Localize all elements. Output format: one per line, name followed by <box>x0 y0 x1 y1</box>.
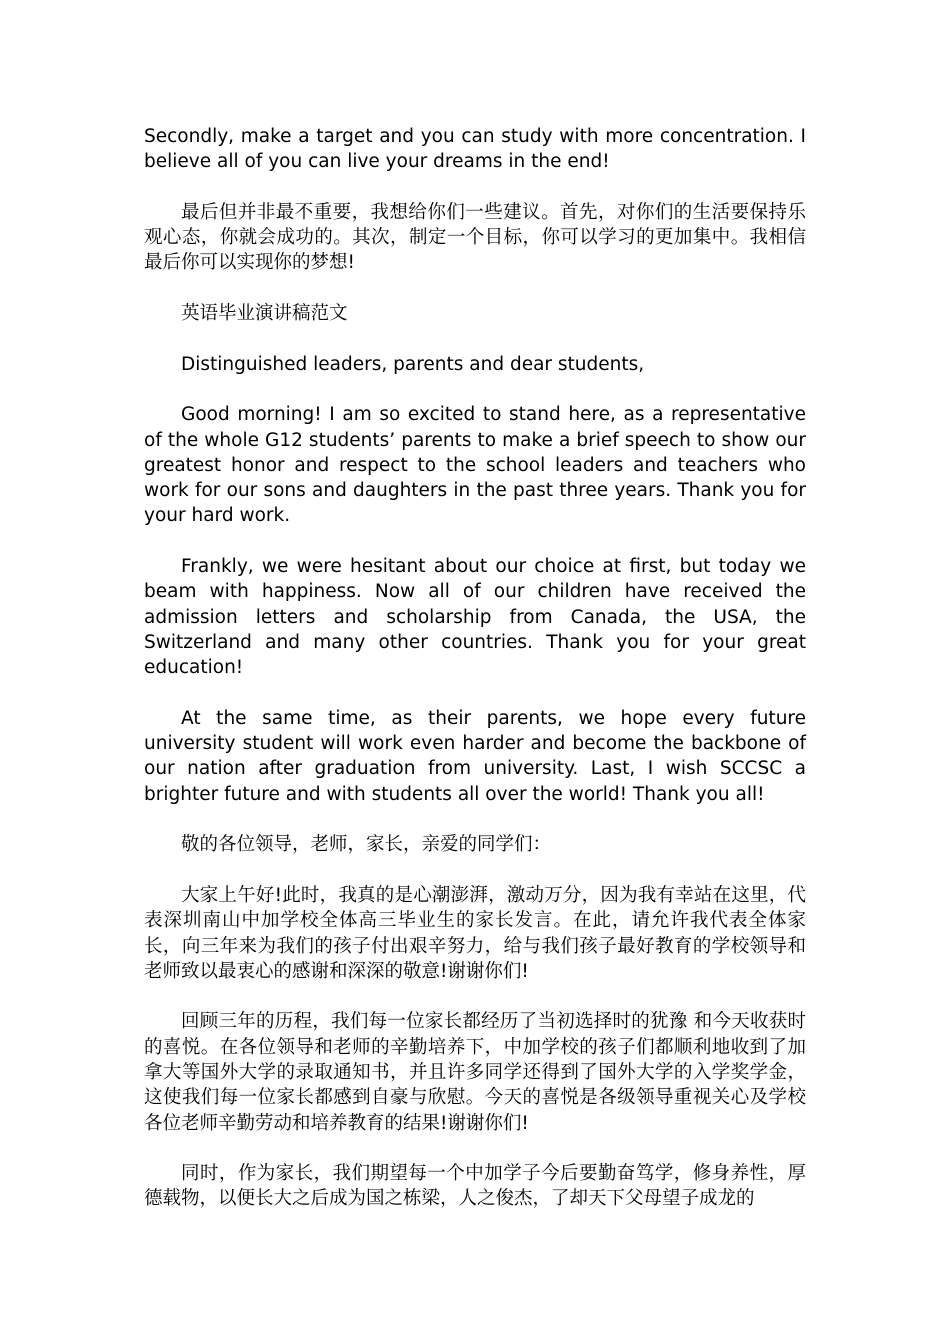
paragraph-frankly-en: Frankly, we were hesitant about our choice at first, but today we beam with happiness. Now all of our children have received the admission letters and scholarship from Canada, the USA, the Switzerland and many other countries. Thank you for your great education! <box>144 556 806 679</box>
paragraph-salutation-cn: 敬的各位领导，老师，家长，亲爱的同学们： <box>181 834 552 856</box>
paragraph-hope-cn: 同时，作为家长，我们期望每一个中加学子今后要勤奋笃学，修身养性，厚德载物，以便长大之后成为国之栋梁，人之俊杰，了却天下父母望子成龙的 <box>144 1163 806 1210</box>
paragraph-same-time-en: At the same time, as their parents, we hope every future university student will work even harder and become the backbone of our nation after graduation from university. Last, I wish SCCSC a brighter future and with students all over the world! Thank you all! <box>144 707 806 805</box>
paragraph-salutation-en: Distinguished leaders, parents and dear students, <box>181 353 645 375</box>
document-body <box>144 124 806 1237</box>
paragraph-greeting-cn: 大家上午好!此时，我真的是心潮澎湃，激动万分，因为我有幸站在这里，代表深圳南山中加学校全体高三毕业生的家长发言。在此，请允许我代表全体家长，向三年来为我们的孩子付出艰辛努力，给与我们孩子最好教育的学校领导和老师致以最衷心的感谢和深深的敬意!谢谢你们! <box>144 884 806 982</box>
paragraph-closing-advice-en: Secondly, make a target and you can study with more concentration. I believe all of you can live your dreams in the end! <box>144 126 806 173</box>
section-heading: 英语毕业演讲稿范文 <box>181 303 348 325</box>
paragraph-closing-advice-cn: 最后但并非最不重要，我想给你们一些建议。首先，对你们的生活要保持乐观心态，你就会成功的。其次，制定一个目标，你可以学习的更加集中。我相信最后你可以实现你的梦想! <box>144 201 806 274</box>
paragraph-greeting-en: Good morning! I am so excited to stand here, as a representative of the whole G12 students’ parents to make a brief speech to show our greatest honor and respect to the school leaders and teachers who work for our sons and daughters in the past three years. Thank you for your hard work. <box>144 404 806 527</box>
paragraph-review-cn: 回顾三年的历程，我们每一位家长都经历了当初选择时的犹豫 和今天收获时的喜悦。在各位领导和老师的辛勤培养下，中加学校的孩子们都顺利地收到了加拿大等国外大学的录取通知书，并且许多同学还得到了国外大学的入学奖学金，这使我们每一位家长都感到自豪与欣慰。今天的喜悦是各级领导重视关心及学校各位老师辛勤劳动和培养教育的结果!谢谢你们! <box>144 1011 806 1134</box>
